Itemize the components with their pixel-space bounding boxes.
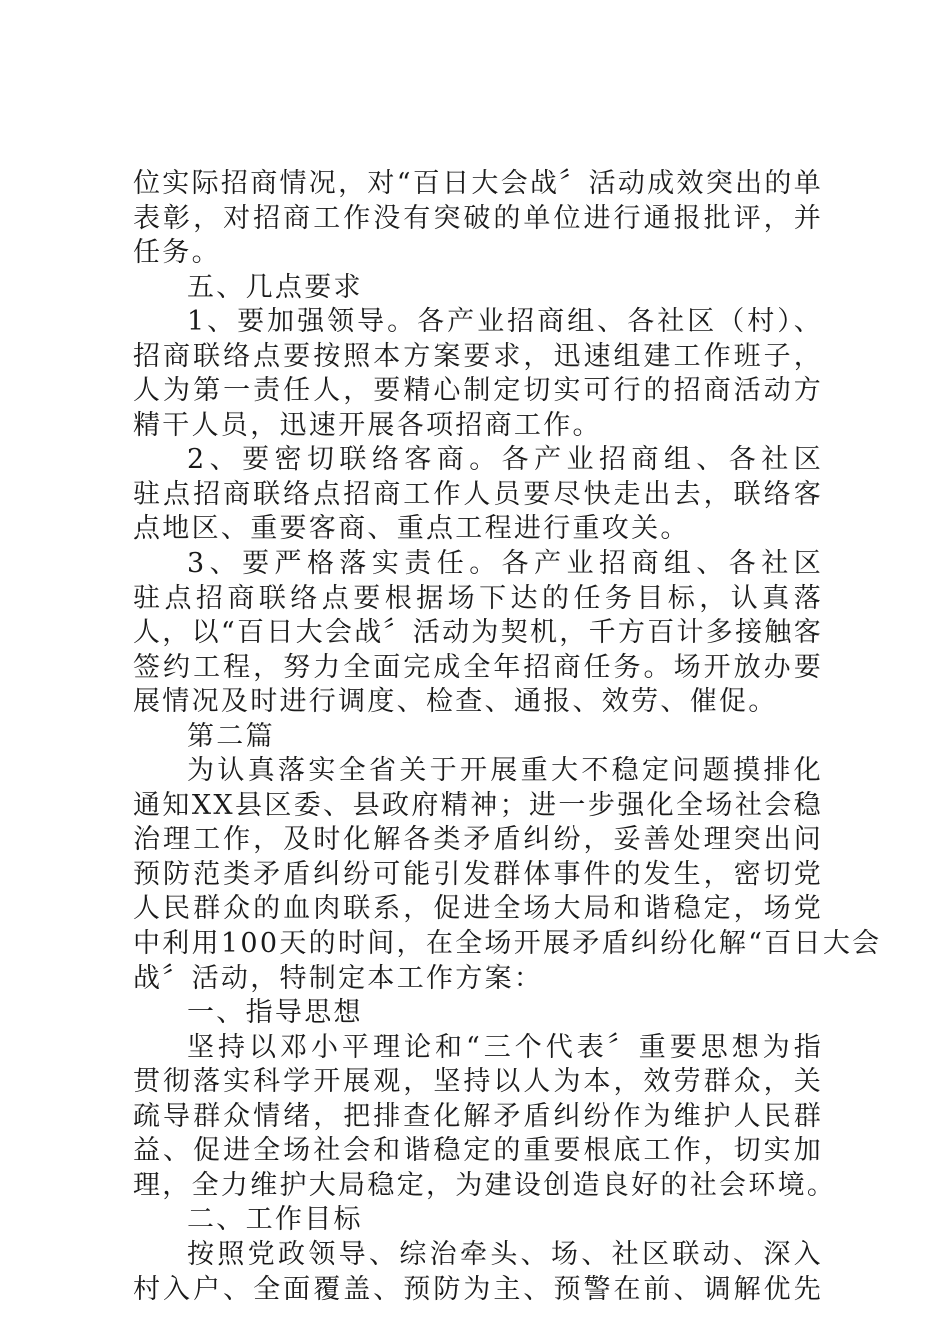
chapter-heading: 第二篇 bbox=[187, 720, 275, 752]
text-line: 招商联络点要按照本方案要求，迅速组建工作班子， bbox=[133, 340, 823, 372]
text-line: 位实际招商情况，对“百日大会战〞活动成效突出的单 bbox=[133, 168, 823, 199]
text-line: 点地区、重要客商、重点工程进行重攻关。 bbox=[133, 513, 690, 545]
section-heading: 二、工作目标 bbox=[187, 1204, 363, 1236]
text-line: 精干人员，迅速开展各项招商工作。 bbox=[133, 409, 602, 441]
text-line: 驻点招商联络点要根据场下达的任务目标，认真落 bbox=[133, 582, 823, 614]
text-line: 通知XX县区委、县政府精神；进一步强化全场社会稳 bbox=[133, 789, 823, 821]
text-line: 战〞活动，特制定本工作方案： bbox=[133, 962, 544, 994]
text-line: 理，全力维护大局稳定，为建设创造良好的社会环境。 bbox=[133, 1169, 837, 1201]
text-line: 人民群众的血肉联系，促进全场大局和谐稳定，场党 bbox=[133, 893, 823, 925]
text-line: 展情况及时进行调度、检查、通报、效劳、催促。 bbox=[133, 686, 778, 718]
text-line: 村入户、全面覆盖、预防为主、预警在前、调解优先 bbox=[133, 1273, 823, 1305]
text-line: 2、要密切联络客商。各产业招商组、各社区 bbox=[187, 444, 823, 476]
text-line: 预防范类矛盾纠纷可能引发群体事件的发生，密切党 bbox=[133, 858, 823, 890]
text-line: 疏导群众情绪，把排查化解矛盾纠纷作为维护人民群 bbox=[133, 1100, 823, 1132]
text-line: 表彰，对招商工作没有突破的单位进行通报批评，并 bbox=[133, 202, 823, 234]
text-line: 3、要严格落实责任。各产业招商组、各社区 bbox=[187, 548, 823, 580]
text-line: 益、促进全场社会和谐稳定的重要根底工作，切实加 bbox=[133, 1135, 823, 1167]
text-line: 人，以“百日大会战〞活动为契机，千方百计多接触客 bbox=[133, 617, 823, 649]
text-line: 按照党政领导、综治牵头、场、社区联动、深入 bbox=[187, 1238, 823, 1270]
text-line: 坚持以邓小平理论和“三个代表〞重要思想为指 bbox=[187, 1031, 823, 1063]
section-heading: 五、几点要求 bbox=[187, 271, 363, 303]
text-line: 中利用100天的时间，在全场开展矛盾纠纷化解“百日大会 bbox=[133, 928, 882, 960]
text-line: 贯彻落实科学开展观，坚持以人为本，效劳群众，关 bbox=[133, 1066, 823, 1098]
text-line: 驻点招商联络点招商工作人员要尽快走出去，联络客 bbox=[133, 478, 823, 510]
section-heading: 一、指导思想 bbox=[187, 997, 363, 1029]
document-body bbox=[133, 167, 882, 1307]
text-line: 1、要加强领导。各产业招商组、各社区（村）、 bbox=[187, 306, 823, 338]
text-line: 治理工作，及时化解各类矛盾纠纷，妥善处理突出问 bbox=[133, 824, 823, 856]
text-line: 任务。 bbox=[133, 237, 221, 269]
text-line: 为认真落实全省关于开展重大不稳定问题摸排化 bbox=[187, 755, 823, 787]
text-line: 签约工程，努力全面完成全年招商任务。场开放办要 bbox=[133, 651, 823, 683]
text-line: 人为第一责任人，要精心制定切实可行的招商活动方 bbox=[133, 375, 823, 407]
